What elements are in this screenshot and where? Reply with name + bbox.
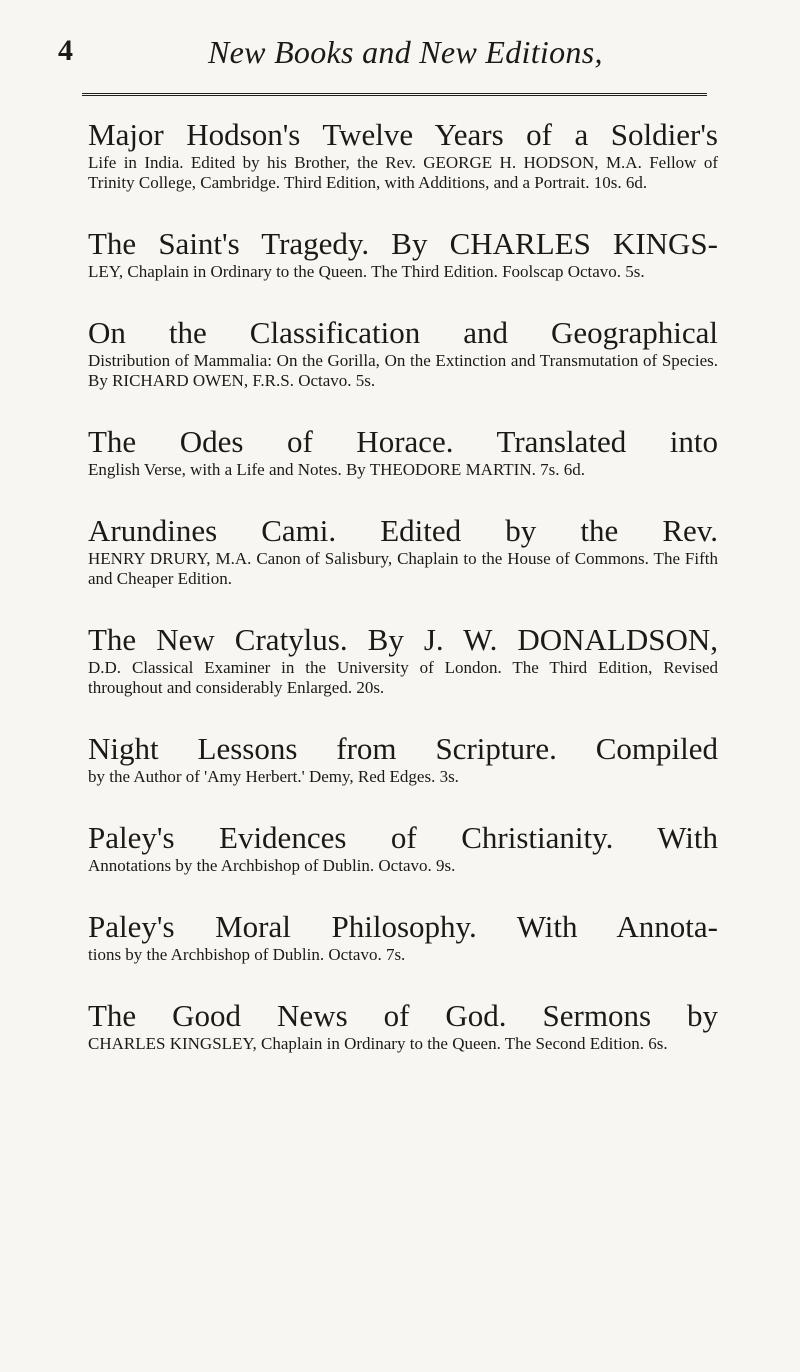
- book-entry: [88, 316, 718, 391]
- book-description: LEY, Chaplain in Ordinary to the Queen. The Third Edition. Foolscap Octavo. 5s.: [88, 262, 645, 281]
- page-header: [58, 30, 712, 70]
- book-description: D.D. Classical Examiner in the University of London. The Third Edition, Revised throughout and considerably Enlarged. 20s.: [88, 658, 718, 697]
- book-description: tions by the Archbishop of Dublin. Octavo. 7s.: [88, 945, 406, 964]
- page-number: 4: [58, 34, 73, 67]
- book-title: Arundines Cami. Edited by the Rev.: [88, 513, 718, 548]
- book-description: CHARLES KINGSLEY, Chaplain in Ordinary to the Queen. The Second Edition. 6s.: [88, 1034, 668, 1053]
- book-title: The Good News of God. Sermons by: [88, 998, 718, 1033]
- book-entry: [88, 821, 718, 876]
- book-description: HENRY DRURY, M.A. Canon of Salisbury, Chaplain to the House of Commons. The Fifth and Cheaper Edition.: [88, 549, 718, 588]
- book-entry: [88, 227, 718, 282]
- header-rule: [82, 93, 707, 96]
- book-entry: [88, 623, 718, 698]
- running-head: New Books and New Editions,: [208, 34, 603, 70]
- book-title: Night Lessons from Scripture. Compiled: [88, 731, 718, 766]
- book-description: English Verse, with a Life and Notes. By THEODORE MARTIN. 7s. 6d.: [88, 460, 585, 479]
- book-title: Major Hodson's Twelve Years of a Soldier's: [88, 117, 718, 152]
- book-entry: [88, 999, 718, 1054]
- book-title: The Odes of Horace. Translated into: [88, 424, 718, 459]
- book-entry: [88, 732, 718, 787]
- book-entry: [88, 118, 718, 193]
- book-title: Paley's Moral Philosophy. With Annota-: [88, 909, 718, 944]
- book-title: The Saint's Tragedy. By CHARLES KINGS-: [88, 226, 718, 261]
- book-description: Annotations by the Archbishop of Dublin. Octavo. 9s.: [88, 856, 456, 875]
- book-entry: [88, 514, 718, 589]
- book-title: On the Classification and Geographical: [88, 315, 718, 350]
- book-entry: [88, 910, 718, 965]
- book-title: The New Cratylus. By J. W. DONALDSON,: [88, 622, 718, 657]
- book-description: by the Author of 'Amy Herbert.' Demy, Red Edges. 3s.: [88, 767, 459, 786]
- book-description: Life in India. Edited by his Brother, the Rev. GEORGE H. HODSON, M.A. Fellow of Trinity College, Cambridge. Third Edition, with Additions, and a Portrait. 10s. 6d.: [88, 153, 718, 192]
- book-entry: [88, 425, 718, 480]
- book-description: Distribution of Mammalia: On the Gorilla, On the Extinction and Transmutation of Species. By RICHARD OWEN, F.R.S. Octavo. 5s.: [88, 351, 718, 390]
- book-list: [88, 118, 718, 1088]
- book-title: Paley's Evidences of Christianity. With: [88, 820, 718, 855]
